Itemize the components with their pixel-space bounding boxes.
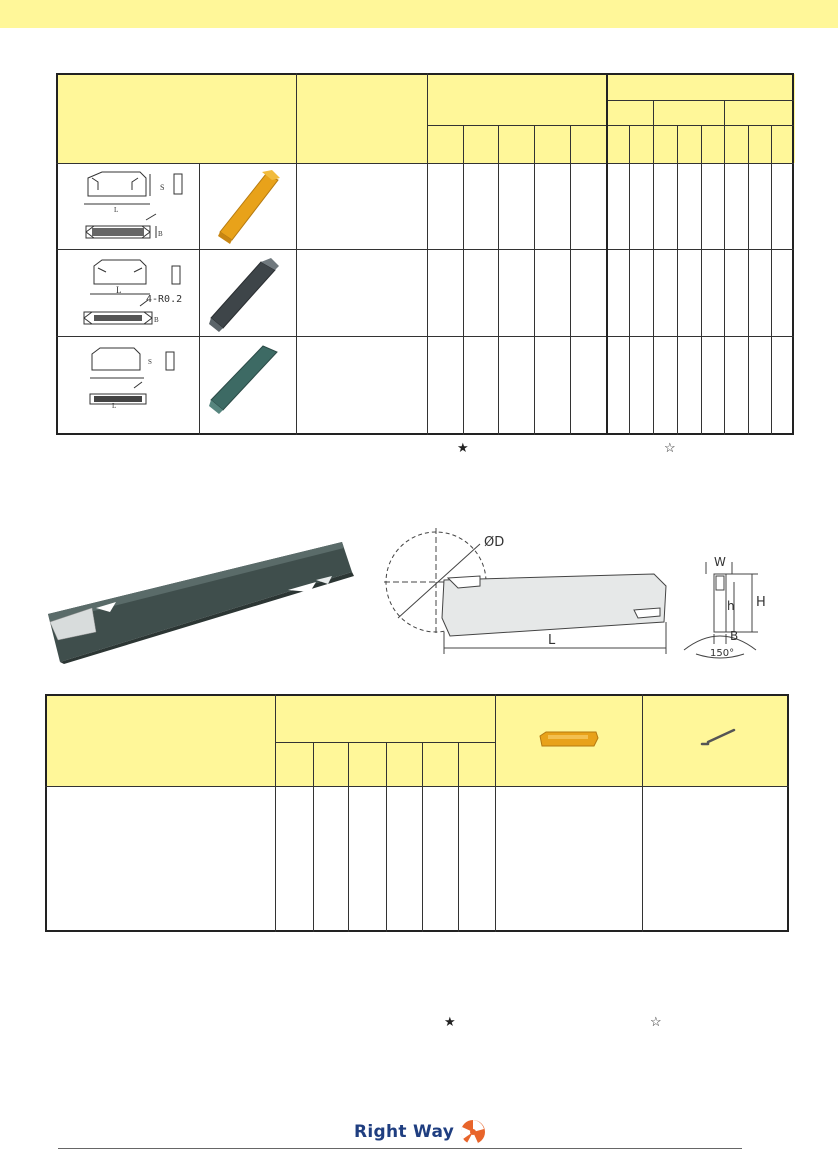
insert-photo-3 [207, 342, 287, 414]
svg-text:L: L [114, 206, 119, 214]
label-height-outer: H [756, 595, 766, 610]
label-width: W [714, 555, 726, 569]
holder-blade-photo [44, 536, 364, 666]
dim-note: 4-R0.2 [146, 294, 183, 305]
legend-hollow-star-icon: ☆ [664, 440, 676, 455]
brand-logo-icon [458, 1117, 488, 1147]
svg-text:L: L [112, 402, 117, 410]
insert-drawing-2 [80, 256, 190, 332]
insert-drawing-3 [84, 344, 194, 414]
top-banner [0, 0, 838, 28]
legend-filled-star-icon: ★ [457, 440, 469, 455]
insert-thumbnail [538, 730, 600, 748]
insert-photo-2 [205, 258, 285, 332]
insert-body-dark [211, 262, 275, 328]
insert-body-orange [220, 174, 278, 240]
label-blade: B [730, 629, 739, 643]
holder-table-border [45, 694, 789, 932]
label-height-inner: h [727, 599, 735, 613]
legend2-filled-star-icon: ★ [444, 1014, 456, 1029]
insert-drawing-1 [80, 168, 190, 246]
svg-text:B: B [158, 230, 163, 238]
svg-text:B: B [154, 316, 159, 324]
svg-text:S: S [148, 358, 152, 366]
legend2-hollow-star-icon: ☆ [650, 1014, 662, 1029]
footer-divider [58, 1148, 742, 1149]
insert-body-teal [211, 346, 277, 410]
label-diameter: ØD [484, 535, 505, 550]
label-angle: 150° [710, 648, 735, 659]
brand-name: Right Way [354, 1122, 455, 1142]
svg-text:L: L [116, 285, 122, 295]
svg-text:S: S [160, 183, 165, 192]
wrench-icon [698, 726, 738, 748]
insert-photo-1 [214, 170, 284, 245]
holder-technical-drawing [384, 522, 784, 672]
label-length: L [548, 633, 556, 648]
